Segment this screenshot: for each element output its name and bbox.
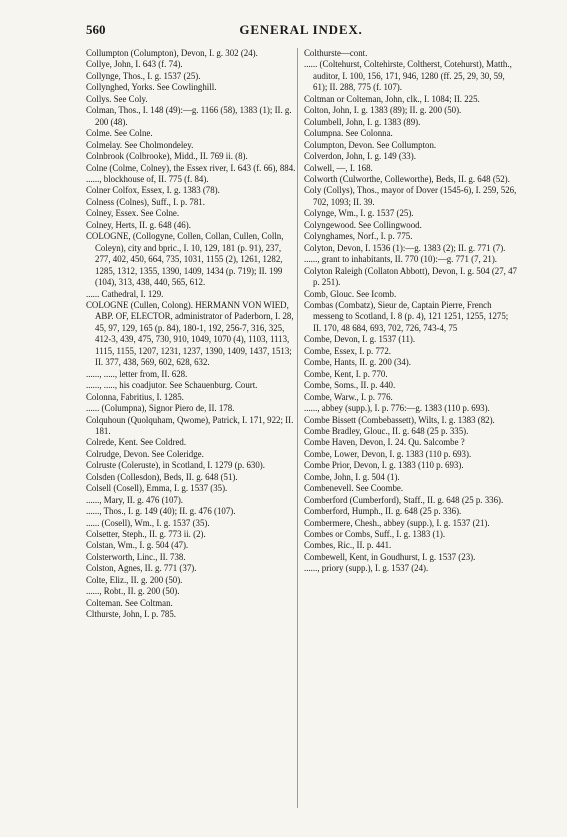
index-entry: Colte, Eliz., II. g. 200 (50). xyxy=(86,574,183,585)
index-entry: ......, ....., his coadjutor. See Schauenburg. Court. xyxy=(86,380,258,391)
index-entry: Combe Bradley, Glouc., II. g. 648 (25 p. 335). xyxy=(304,425,469,436)
index-entry: Columpna. See Colonna. xyxy=(304,128,393,139)
index-entry: Combe Haven, Devon, I. 24. Qu. Salcombe ? xyxy=(304,437,465,448)
index-entry: Colrudge, Devon. See Coleridge. xyxy=(86,448,204,459)
index-entry: ......, abbey (supp.), I. p. 776:—g. 1383 (110 p. 693). xyxy=(304,403,490,414)
index-entry: Colynge, Wm., I. g. 1537 (25). xyxy=(304,208,414,219)
index-entry: Colness (Colnes), Suff., I. p. 781. xyxy=(86,196,205,207)
index-entry: Colston, Agnes, II. g. 771 (37). xyxy=(86,563,197,574)
index-entry: Colwell, —, I. 168. xyxy=(304,162,373,173)
index-entry: Colme. See Colne. xyxy=(86,128,153,139)
index-entry: Combe, Kent, I. p. 770. xyxy=(304,368,388,379)
index-entry: Colverdon, John, I. g. 149 (33). xyxy=(304,151,416,162)
index-entry: Combe, Hants, II. g. 200 (34). xyxy=(304,357,411,368)
index-entry: Collye, John, I. 643 (f. 74). xyxy=(86,59,183,70)
index-entry: Colsterworth, Linc., II. 738. xyxy=(86,551,186,562)
index-entry: Colstan, Wm., I. g. 504 (47). xyxy=(86,540,189,551)
index-entry: Colonna, Fabritius, I. 1285. xyxy=(86,391,184,402)
index-entry: Combe Prior, Devon, I. g. 1383 (110 p. 693). xyxy=(304,460,464,471)
index-entry: Combe, John, I. g. 504 (1). xyxy=(304,471,400,482)
index-entry: Combermere, Chesh., abbey (supp.), I. g. 1537 (21). xyxy=(304,517,490,528)
index-entry: ......, ....., letter from, II. 628. xyxy=(86,368,188,379)
index-entry: Colney, Herts, II. g. 648 (46). xyxy=(86,219,191,230)
index-entry: Colynghames, Norf., I. p. 775. xyxy=(304,231,413,242)
index-entry: ...... (Coltehurst, Coltehirste, Coltherst, Cotehurst), Matth., auditor, I. 100, 156, 171, 946, 1280 (ff. 25, 29, 30, 59, 61); II. 288, 775 (f. 107). xyxy=(304,59,512,93)
index-entry: Collumpton (Columpton), Devon, I. g. 302 (24). xyxy=(86,48,258,58)
index-entry: Combe, Lower, Devon, I. g. 1383 (110 p. 693). xyxy=(304,448,472,459)
index-entry: Colman, Thos., I. 148 (49):—g. 1166 (58), 1383 (1); II. g. 200 (48). xyxy=(86,105,292,127)
index-entry: COLOGNE, (Collogyne, Collen, Collan, Cullen, Colln, Coleyn), city and bpric., I. 10, 129, 181 (p. 91), 237, 277, 402, 450, 664, 735, 1031, 1155 (2), 1261, 1282, 1285, 1312, 1355, 1390, 1409, 1434 (p. 719); II. 199 (104), 313, 438, 440, 565, 612. xyxy=(86,231,284,288)
index-entry: Colsden (Collesdon), Beds, II. g. 648 (51). xyxy=(86,471,238,482)
index-entry: Colyton Raleigh (Collaton Abbott), Devon, I. g. 504 (27, 47 p. 251). xyxy=(304,265,517,288)
index-entry: Clthurste, John, I. p. 785. xyxy=(86,609,176,620)
index-entry: Collys. See Coly. xyxy=(86,93,148,104)
index-entry: Combe, Devon, I. g. 1537 (11). xyxy=(304,334,416,345)
index-entry: Coltman or Colteman, John, clk., I. 1084; II. 225. xyxy=(304,93,480,104)
column-divider xyxy=(297,48,298,808)
index-entry: Colrede, Kent. See Coldred. xyxy=(86,437,187,448)
index-entry: ......, Mary, II. g. 476 (107). xyxy=(86,494,184,505)
index-entry: ......, grant to inhabitants, II. 770 (10):—g. 771 (7, 21). xyxy=(304,254,498,265)
index-entry: Columpton, Devon. See Collumpton. xyxy=(304,139,437,150)
index-entry: Combe, Soms., II. p. 440. xyxy=(304,380,396,391)
index-entry: Combes, Ric., II. p. 441. xyxy=(304,540,392,551)
index-entry: Combe, Essex, I. p. 772. xyxy=(304,345,392,356)
index-entry: ......, blockhouse of, II. 775 (f. 84). xyxy=(86,173,209,184)
index-entry: Colquhoun (Quolquham, Qwome), Patrick, I. 171, 922; II. 181. xyxy=(86,414,294,436)
index-entry: Coly (Collys), Thos., mayor of Dover (1545-6), I. 259, 526, 702, 1093; II. 39. xyxy=(304,185,517,207)
page-header xyxy=(86,22,516,38)
index-entry: Combe, Warw., I. p. 776. xyxy=(304,391,393,402)
index-entry: Colyton, Devon, I. 1536 (1):—g. 1383 (2); II. g. 771 (7). xyxy=(304,242,506,253)
index-entry: Collynghed, Yorks. See Cowlinghill. xyxy=(86,82,217,93)
index-entry: Columbell, John, I. g. 1383 (89). xyxy=(304,116,421,127)
index-entry: ...... Cathedral, I. 129. xyxy=(86,288,164,299)
index-entry: Colsell (Cosell), Emma, I. g. 1537 (35). xyxy=(86,483,228,494)
left-column xyxy=(86,48,296,621)
index-entry: Colmelay. See Cholmondeley. xyxy=(86,139,194,150)
page-title: GENERAL INDEX. xyxy=(239,22,363,37)
index-entry: Collynge, Thos., I. g. 1537 (25). xyxy=(86,70,201,81)
index-entry: Combenevell. See Coombe. xyxy=(304,483,404,494)
index-entry: Colruste (Coleruste), in Scotland, I. 1279 (p. 630). xyxy=(86,460,265,471)
index-entry: Colsetter, Steph., II. g. 773 ii. (2). xyxy=(86,529,206,540)
index-entry: Colteman. See Coltman. xyxy=(86,597,173,608)
index-entry: Colthurste—cont. xyxy=(304,48,368,58)
index-entry: ......, Thos., I. g. 149 (40); II. g. 476 (107). xyxy=(86,506,236,517)
index-entry: ...... (Columpna), Signor Piero de, II. 178. xyxy=(86,403,235,414)
page-number: 560 xyxy=(86,22,106,37)
index-entry: Colney, Essex. See Colne. xyxy=(86,208,180,219)
right-column xyxy=(304,48,518,575)
index-entry: Comb, Glouc. See Icomb. xyxy=(304,288,397,299)
index-entry: Combewell, Kent, in Goudhurst, I. g. 1537 (23). xyxy=(304,551,476,562)
index-entry: Comberford, Humph., II. g. 648 (25 p. 336). xyxy=(304,506,462,517)
index-entry: ......, Robt., II. g. 200 (50). xyxy=(86,586,180,597)
index-entry: Colner Colfox, Essex, I. g. 1383 (78). xyxy=(86,185,220,196)
index-entry: ......, priory (supp.), I. g. 1537 (24). xyxy=(304,563,429,574)
index-entry: Comberford (Cumberford), Staff., II. g. 648 (25 p. 336). xyxy=(304,494,504,505)
index-entry: Combas (Combatz), Sieur de, Captain Pierre, French messeng to Scotland, I. 8 (p. 4), 121 1251, 1255, 1275; II. 170, 48 684, 693, 702, 726, 743-4, 75 xyxy=(304,299,509,333)
index-entry: Colne (Colme, Colney), the Essex river, I. 643 (f. 66), 884. xyxy=(86,162,296,173)
index-entry: Colyngewood. See Collingwood. xyxy=(304,219,422,230)
index-entry: Combe Bissett (Combebassett), Wilts, I. g. 1383 (82). xyxy=(304,414,495,425)
index-entry: Combes or Combs, Suff., I. g. 1383 (1). xyxy=(304,529,446,540)
index-entry: Colnbrook (Colbrooke), Midd., II. 769 ii. (8). xyxy=(86,151,248,162)
index-entry: COLOGNE (Cullen, Colong). HERMANN VON WIED, ABP. OF, ELECTOR, administrator of Paderborn, I. 28, 45, 97, 129, 165 (p. 84), 180-1, 192, 256-7, 316, 325, 412-3, 439, 475, 730, 910, 1049, 1070 (4), 1103, 1113, 1115, 1155, 1207, 1231, 1237, 1390, 1409, 1437, 1513; II. 377, 438, 569, 602, 628, 632. xyxy=(86,299,294,368)
index-entry: ...... (Cosell), Wm., I. g. 1537 (35). xyxy=(86,517,210,528)
index-entry: Colworth (Culworthe, Colleworthe), Beds, II. g. 648 (52). xyxy=(304,173,510,184)
index-entry: Colton, John, I. g. 1383 (89); II. g. 200 (50). xyxy=(304,105,462,116)
